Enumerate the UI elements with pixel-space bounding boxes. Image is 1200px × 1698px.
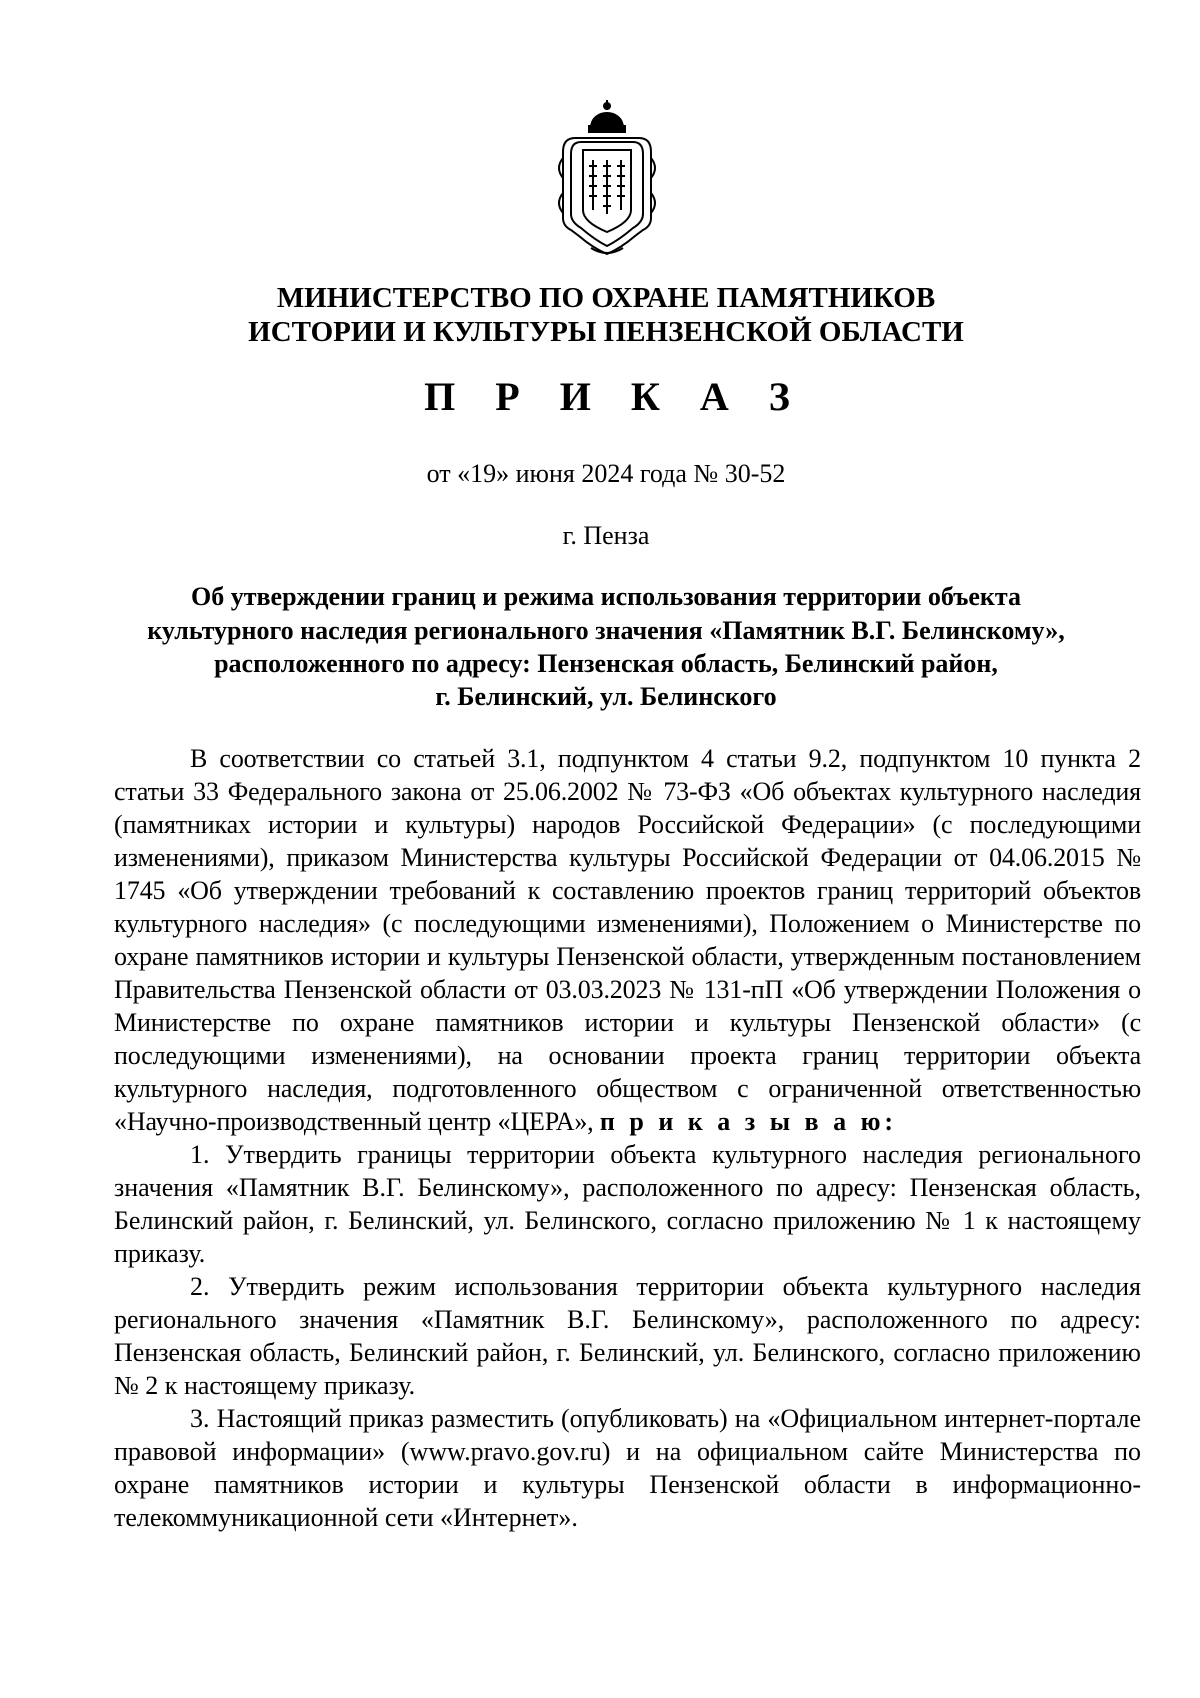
- ministry-name-line1: МИНИСТЕРСТВО ПО ОХРАНЕ ПАМЯТНИКОВ: [276, 282, 936, 314]
- decree-word: п р и к а з ы в а ю:: [599, 1107, 898, 1136]
- penza-region-coat-of-arms-icon: [553, 98, 661, 258]
- document-type-title: П Р И К А З: [424, 374, 805, 419]
- subject-line2: культурного наследия регионального значения «Памятник В.Г. Белинскому»,: [147, 616, 1065, 645]
- order-body: [114, 742, 1141, 1534]
- order-item-3: 3. Настоящий приказ разместить (опубликовать) на «Официальном интернет-портале правовой информации» (www.pravo.gov.ru) и на официальном сайте Министерства по охране памятников истории и культуры Пензенской области в информационно-телекоммуникационной сети «Интернет».: [114, 1404, 1141, 1532]
- preamble-paragraph: [114, 742, 1141, 1138]
- order-item-2: 2. Утвердить режим использования территории объекта культурного наследия регионального значения «Памятник В.Г. Белинскому», расположенного по адресу: Пензенская область, Белинский район, г. Белинский, ул. Белинского, согласно приложению № 2 к настоящему приказу.: [114, 1272, 1141, 1400]
- order-city: г. Пенза: [562, 521, 650, 550]
- subject-line1: Об утверждении границ и режима использования территории объекта: [191, 582, 1021, 611]
- ministry-name-line2: ИСТОРИИ И КУЛЬТУРЫ ПЕНЗЕНСКОЙ ОБЛАСТИ: [248, 316, 964, 348]
- order-item-1: 1. Утвердить границы территории объекта культурного наследия регионального значения «Памятник В.Г. Белинскому», расположенного по адресу: Пензенская область, Белинский район, г. Белинский, ул. Белинского, согласно приложению № 1 к настоящему приказу.: [114, 1140, 1141, 1268]
- subject-line4: г. Белинский, ул. Белинского: [435, 682, 777, 711]
- subject-line3: расположенного по адресу: Пензенская область, Белинский район,: [214, 649, 998, 678]
- order-date-number: от «19» июня 2024 года № 30-52: [426, 459, 786, 488]
- preamble-text: В соответствии со статьей 3.1, подпунктом 4 статьи 9.2, подпунктом 10 пункта 2 статьи 33 Федерального закона от 25.06.2002 № 73-ФЗ «Об объектах культурного наследия (памятниках истории и культуры) народов Российской Федерации» (с последующими изменениями), приказом Министерства культуры Российской Федерации от 04.06.2015 № 1745 «Об утверждении требований к составлению проектов границ территорий объектов культурного наследия» (с последующими изменениями), Положением о Министерстве по охране памятников истории и культуры Пензенской области, утвержденным постановлением Правительства Пензенской области от 03.03.2023 № 131-пП «Об утверждении Положения о Министерстве по охране памятников истории и культуры Пензенской области» (с последующими изменениями), на основании проекта границ территории объекта культурного наследия, подготовленного обществом с ограниченной ответственностью «Научно-производственный центр «ЦЕРА»,: [114, 744, 1141, 1136]
